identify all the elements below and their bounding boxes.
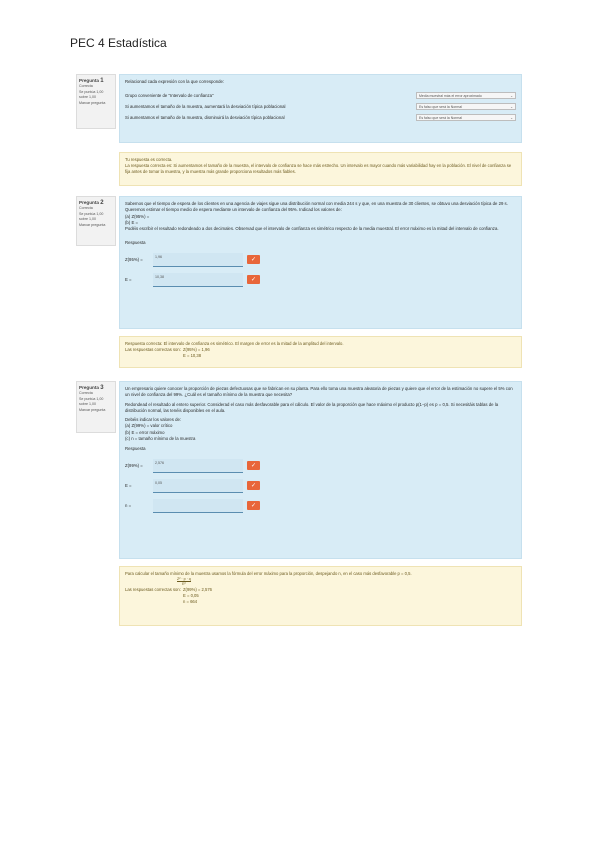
items-intro: Debéis indicar los valores de: <box>125 417 182 423</box>
question-note: Podéis escribir el resultado redondeado a dos decimales. Observad que el intervalo de confianza es simétrico respecto de la media muestral. El error máximo es la mitad del intervalo de confianza. <box>125 226 499 232</box>
question-prompt: Relacionad cada expresión con la que corresponde: <box>125 79 225 84</box>
feedback-answer: Z(95%) = 1,96 <box>183 347 210 352</box>
match-row <box>125 101 516 112</box>
answer-row <box>125 253 516 267</box>
chevron-down-icon: ⌄ <box>510 94 513 99</box>
question-body <box>119 196 522 329</box>
answer-input[interactable]: 1,96 <box>153 253 243 267</box>
question-score: Se puntúa 1,00 sobre 1,00 <box>79 89 104 100</box>
match-select[interactable]: Es falso que será la Normal ⌄ <box>416 114 516 121</box>
match-select[interactable]: Es falso que será la Normal ⌄ <box>416 103 516 110</box>
check-icon: ✓ <box>247 461 260 470</box>
answer-label: E = <box>125 276 132 282</box>
question-item: (a) Z(99%) = valor crítico <box>125 423 173 429</box>
check-icon: ✓ <box>247 275 260 284</box>
match-row <box>125 112 516 123</box>
answer-label: Respuesta <box>125 240 146 246</box>
flag-question-link[interactable]: Marcar pregunta <box>79 222 106 227</box>
chevron-down-icon: ⌄ <box>510 116 513 121</box>
question-item: (c) n = tamaño mínimo de la muestra <box>125 436 196 442</box>
question-feedback <box>119 336 522 368</box>
feedback-answer: E = 0,05 <box>183 592 199 598</box>
answer-input[interactable]: 0,05 <box>153 479 243 493</box>
question-note: Redondead el resultado al entero superior. Considerad el caso más desfavorable para el cálculo. El valor de la proporción que hace máximo el producto p(1−p) es p = 0,5. Si necesitáis tablas de la distribución normal, las tenéis disponibles en el aula. <box>125 401 499 413</box>
fraction: $\frac{\text{Z² · p · q}}{\text{E²}}$ <box>177 577 191 587</box>
question-body <box>119 381 522 559</box>
feedback-text: Para calcular el tamaño mínimo de la muestra usamos la fórmula del error máximo para la proporción, despejando n, en el caso más desfavorable p = 0,5. <box>125 571 412 576</box>
question-status: Correcta <box>79 206 93 211</box>
formula <box>177 577 516 587</box>
feedback-answer: Z(99%) = 2,576 <box>183 586 212 592</box>
answer-label: E = <box>125 482 132 488</box>
feedback-title: Tu respuesta es correcta. <box>125 157 173 162</box>
flag-question-link[interactable]: Marcar pregunta <box>79 407 106 412</box>
answer-row <box>125 273 516 287</box>
answer-row <box>125 499 516 513</box>
feedback-text: La respuesta correcta es: Si aumentamos el tamaño de la muestra, el intervalo de confianza se hace más estrecho. Un intervalo es mayor cuando más variabilidad hay en la población. El nivel de confianza se fija antes de tomar la muestra, y la muestra más grande proporciona resultados más fiables. <box>125 163 512 174</box>
question-status: Correcta <box>79 391 93 396</box>
question-number: 1 <box>100 78 104 84</box>
question-info: Pregunta 1 Correcta Se puntúa 1,00 sobre 1,00 Marcar pregunta <box>76 74 116 129</box>
answer-input[interactable] <box>153 499 243 513</box>
feedback-answers-label: Las respuestas correctas son: <box>125 347 181 352</box>
question-score: Se puntúa 1,00 sobre 1,00 <box>79 396 104 407</box>
check-icon: ✓ <box>247 255 260 264</box>
document-title: PEC 4 Estadística <box>70 36 167 50</box>
answer-input[interactable]: 10,38 <box>153 273 243 287</box>
question-score: Se puntúa 1,00 sobre 1,00 <box>79 211 104 222</box>
question-info: Pregunta 2 Correcta Se puntúa 1,00 sobre 1,00 Marcar pregunta <box>76 196 116 246</box>
answer-input[interactable]: 2,576 <box>153 459 243 473</box>
answer-label: n = <box>125 502 132 508</box>
question-body <box>119 74 522 143</box>
match-label: Grupo conveniente de "Intervalo de confianza" <box>125 92 214 98</box>
match-select[interactable]: Media muestral más el error aproximado ⌄ <box>416 92 516 99</box>
flag-question-link[interactable]: Marcar pregunta <box>79 100 106 105</box>
answer-label: Z(95%) = <box>125 256 143 262</box>
feedback-answers-label: Las respuestas correctas son: <box>125 586 181 592</box>
check-icon: ✓ <box>247 481 260 490</box>
question-number: 2 <box>100 200 104 206</box>
answer-row <box>125 459 516 473</box>
answer-row <box>125 479 516 493</box>
feedback-text: Respuesta correcta: El intervalo de confianza es simétrico. El margen de error es la mitad de la amplitud del intervalo. <box>125 341 344 346</box>
question-item: (b) E = <box>125 219 139 225</box>
question-status: Correcta <box>79 84 93 89</box>
question-number: 3 <box>100 385 104 391</box>
match-label: Si aumentamos el tamaño de la muestra, aumentará la desviación típica poblacional <box>125 103 286 109</box>
question-item: (a) Z(95%) = <box>125 213 150 219</box>
chevron-down-icon: ⌄ <box>510 105 513 110</box>
answer-label: Respuesta <box>125 446 146 452</box>
question-info: Pregunta 3 Correcta Se puntúa 1,00 sobre 1,00 Marcar pregunta <box>76 381 116 433</box>
feedback-answer: E = 10,38 <box>183 353 202 358</box>
match-label: Si aumentamos el tamaño de la muestra, disminuirá la desviación típica poblacional <box>125 114 285 120</box>
question-text: Un empresario quiere conocer la proporción de piezas defectuosas que se fabrican en su planta. Para ello toma una muestra aleatoria de piezas y quiere que el error de la estimación no supere el 5% con un nivel de confianza del 99%. ¿Cuál es el tamaño mínimo de la muestra que necesita? <box>125 386 513 398</box>
feedback-answer: n = 664 <box>183 598 198 604</box>
question-feedback <box>119 566 522 626</box>
check-icon: ✓ <box>247 501 260 510</box>
answer-label: Z(99%) = <box>125 462 143 468</box>
question-feedback <box>119 152 522 186</box>
question-text: Sabemos que el tiempo de espera de los clientes en una agencia de viajes sigue una distribución normal con media 244 s y que, en una muestra de 30 clientes, se obtuvo una desviación típica de 29 s. Queremos estimar el tiempo medio de espera mediante un intervalo de confianza del 95%. Indicad los valores de: <box>125 201 508 213</box>
match-row <box>125 90 516 101</box>
question-item: (b) E = error máximo <box>125 429 165 435</box>
